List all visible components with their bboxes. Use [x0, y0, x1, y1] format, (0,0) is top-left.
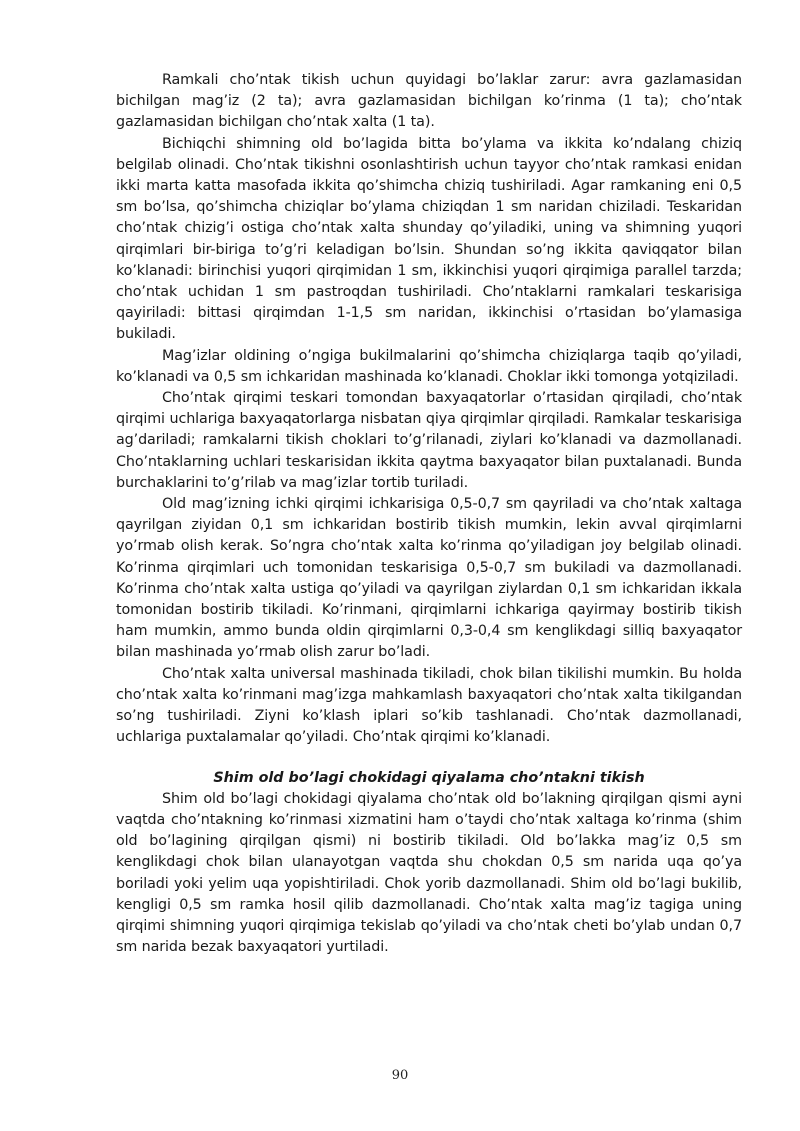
paragraph-pocket-cut: Cho’ntak qirqimi teskari tomondan baxyaqatorlar o’rtasidan qirqiladi, cho’ntak qirqimi uchlariga baxyaqatorlarga nisbatan qiya qirqimlar qirqiladi. Ramkalar teskarisiga ag’dariladi; ramkalarni tikish choklari to’g’rilanadi, ziylari ko’klanadi va dazmollanadi. Cho’ntaklarning uchlari teskarisidan ikkita qaytma baxyaqator bilan puxtalanadi. Bunda burchaklarini to’g’rilab va mag’izlar tortib turiladi.: [116, 390, 742, 491]
paragraph-facing-attach: Old mag’izning ichki qirqimi ichkarisiga 0,5-0,7 sm qayriladi va cho’ntak xaltaga qayrilgan ziyidan 0,1 sm ichkaridan bostirib tikish mumkin, lekin avval qirqimlarni yo’rmab olish kerak. So’ngra cho’ntak xalta ko’rinma qo’yiladigan joy belgilab olinadi. Ko’rinma qirqimlari uch tomonidan teskarisiga 0,5-0,7 sm bukiladi va dazmollanadi. Ko’rinma cho’ntak xalta ustiga qo’yiladi va qayrilgan ziylardan 0,1 sm ichkaridan ikkala tomonidan bostirib tikiladi. Ko’rinmani, qirqimlarni ichkariga qayirmay bostirib tikish ham mumkin, ammo bunda oldin qirqimlarni 0,3-0,4 sm kenglikdagi silliq baxyaqator bilan mashinada yo’rmab olish zarur bo’ladi.: [116, 496, 742, 661]
paragraph-marking-lines: Bichiqchi shimning old bo’lagida bitta bo’ylama va ikkita ko’ndalang chiziq belgilab olinadi. Cho’ntak tikishni osonlashtirish uchun tayyor cho’ntak ramkasi enidan ikki marta katta masofada ikkita qo’shimcha chiziq tushiriladi. Agar ramkaning eni 0,5 sm bo’lsa, qo’shimcha chiziqlar bo’ylama chiziqdan 1 sm naridan chiziladi. Teskaridan cho’ntak chizig’i ostiga cho’ntak xalta shunday qo’yiladiki, uning va shimning yuqori qirqimlari bir-biriga to’g’ri keladigan bo’lsin. Shundan so’ng ikkita qaviqqator bilan ko’klanadi: birinchisi yuqori qirqimidan 1 sm, ikkinchisi yuqori qirqimiga parallel tarzda; cho’ntak uchidan 1 sm pastroqdan tushiriladi. Cho’ntaklarni ramkalari teskarisiga qayiriladi: bittasi qirqimdan 1-1,5 sm naridan, ikkinchisi o’rtasidan bo’ylamasiga bukiladi.: [116, 135, 742, 343]
page-body: [116, 70, 742, 958]
section-heading: Shim old bo’lagi chokidagi qiyalama cho’ntakni tikish: [213, 769, 645, 786]
paragraph-pocket-bag-sewing: Cho’ntak xalta universal mashinada tikiladi, chok bilan tikilishi mumkin. Bu holda cho’ntak xalta ko’rinmani mag’izga mahkamlash baxyaqatori cho’ntak xalta tikilgandan so’ng tushiriladi. Ziyni ko’klash iplari so’kib tashlanadi. Cho’ntak dazmollanadi, uchlariga puxtalamalar qo’yiladi. Cho’ntak qirqimi ko’klanadi.: [116, 665, 742, 746]
paragraph-welts-basting: Mag’izlar oldining o’ngiga bukilmalarini qo’shimcha chiziqlarga taqib qo’yiladi, ko’klanadi va 0,5 sm ichkaridan mashinada ko’klanadi. Choklar ikki tomonga yotqiziladi.: [116, 347, 742, 385]
page-number: 90: [391, 1068, 409, 1083]
paragraph-slant-pocket: Shim old bo’lagi chokidagi qiyalama cho’ntak old bo’lakning qirqilgan qismi ayni vaqtda cho’ntakning ko’rinmasi xizmatini ham o’taydi cho’ntak xaltaga ko’rinma (shim old bo’lagining qirqilgan qismi) ni bostirib tikiladi. Old bo’lakka mag’iz 0,5 sm kenglikdagi chok bilan ulanayotgan vaqtda shu chokdan 0,5 sm narida uqa qo’ya boriladi yoki yelim uqa yopishtiriladi. Chok yorib dazmollanadi. Shim old bo’lagi bukilib, kengligi 0,5 sm ramka hosil qilib dazmollanadi. Cho’ntak xalta mag’iz tagiga uning qirqimi shimning yuqori qirqimiga tekislab qo’yiladi va cho’ntak cheti bo’ylab undan 0,7 sm narida bezak baxyaqatori yurtiladi.: [116, 790, 742, 956]
paragraph-frame-pocket-parts: Ramkali cho’ntak tikish uchun quyidagi bo’laklar zarur: avra gazlamasidan bichilgan mag’iz (2 ta); avra gazlamasidan bichilgan ko’rinma (1 ta); cho’ntak gazlamasidan bichilgan cho’ntak xalta (1 ta).: [116, 72, 742, 131]
